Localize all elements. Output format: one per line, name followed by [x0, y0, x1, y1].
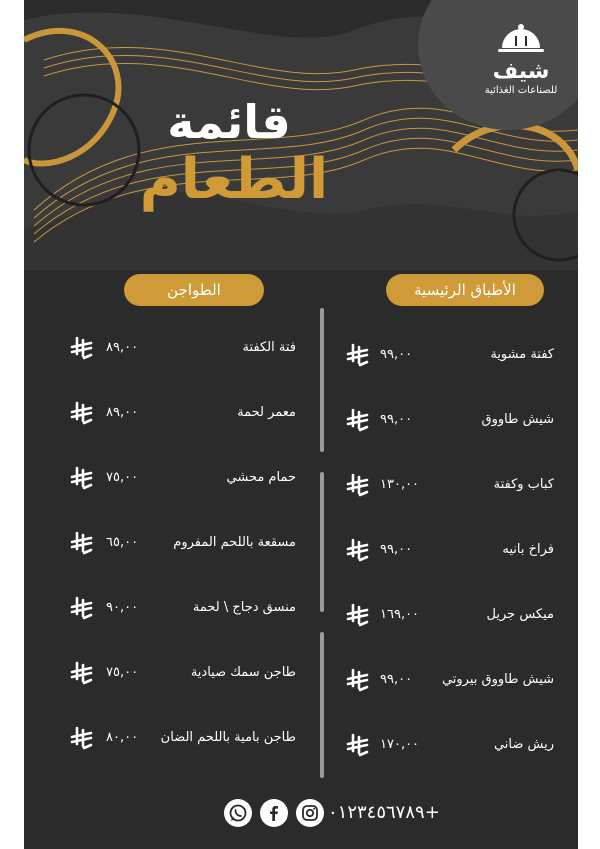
section-label-tagines: الطواجن [124, 274, 264, 306]
menu-item [70, 400, 296, 426]
menu-item [346, 732, 554, 758]
menu-item-name: طاجن سمك صيادية [190, 665, 296, 680]
phone-number: ٠١٢٣٤٥٦٧٨٩+ [328, 802, 440, 823]
menu-item [70, 530, 296, 556]
instagram-button[interactable] [296, 799, 324, 827]
menu-item-name: طاجن بامية باللحم الضان [160, 730, 296, 745]
logo-name: شيف [492, 59, 550, 84]
menu-title-line1: قائمة [167, 95, 291, 149]
menu-item [70, 465, 296, 491]
saudi-riyal-icon [346, 668, 370, 692]
saudi-riyal-icon [70, 466, 94, 490]
saudi-riyal-icon [70, 596, 94, 620]
saudi-riyal-icon [346, 538, 370, 562]
column-divider [320, 472, 324, 612]
menu-item-price: ٩٠,٠٠ [106, 600, 139, 615]
menu-page [24, 0, 578, 849]
menu-item-price: ١٧٠,٠٠ [380, 737, 420, 752]
menu-item-price: ١٣٠,٠٠ [380, 477, 420, 492]
menu-item [70, 595, 296, 621]
saudi-riyal-icon [70, 336, 94, 360]
menu-item [70, 335, 296, 361]
saudi-riyal-icon [70, 726, 94, 750]
menu-item-name: فراخ بانيه [502, 542, 554, 557]
facebook-icon [264, 803, 284, 823]
menu-item-name: ميكس جريل [486, 607, 554, 622]
menu-item-price: ٩٩,٠٠ [380, 672, 413, 687]
menu-item-price: ٩٩,٠٠ [380, 347, 413, 362]
menu-item-name: منسق دجاج \ لحمة [192, 600, 296, 615]
whatsapp-icon [228, 803, 248, 823]
menu-item [70, 660, 296, 686]
menu-title-line2: الطعام [139, 147, 329, 212]
menu-item-price: ٨٠,٠٠ [106, 730, 139, 745]
cloche-icon [496, 22, 546, 56]
menu-item-name: مسقعة باللحم المفروم [173, 535, 296, 550]
menu-item-price: ١٦٩,٠٠ [380, 607, 420, 622]
section-label-main: الأطباق الرئيسية [386, 274, 544, 306]
menu-item-name: فتة الكفتة [242, 340, 296, 355]
menu-item-price: ٦٥,٠٠ [106, 535, 139, 550]
menu-item-name: حمام محشي [226, 470, 296, 485]
saudi-riyal-icon [346, 473, 370, 497]
menu-item [346, 602, 554, 628]
menu-item-name: معمر لحمة [237, 405, 296, 420]
whatsapp-button[interactable] [224, 799, 252, 827]
menu-item-name: كباب وكفتة [493, 477, 554, 492]
saudi-riyal-icon [346, 603, 370, 627]
menu-item [346, 407, 554, 433]
menu-item-name: شيش طاووق [481, 412, 554, 427]
logo [476, 22, 566, 98]
saudi-riyal-icon [346, 343, 370, 367]
column-divider [320, 632, 324, 778]
menu-item-name: ريش ضاني [493, 737, 554, 752]
menu-item [346, 667, 554, 693]
saudi-riyal-icon [346, 408, 370, 432]
saudi-riyal-icon [70, 531, 94, 555]
menu-item-price: ٨٩,٠٠ [106, 340, 139, 355]
instagram-icon [300, 803, 320, 823]
menu-item-price: ٧٥,٠٠ [106, 470, 139, 485]
facebook-button[interactable] [260, 799, 288, 827]
menu-item-price: ٩٩,٠٠ [380, 412, 413, 427]
column-divider [320, 308, 324, 452]
menu-item-price: ٧٥,٠٠ [106, 665, 139, 680]
menu-item [346, 472, 554, 498]
saudi-riyal-icon [346, 733, 370, 757]
logo-subtitle: للصناعات الغذائية [484, 85, 558, 96]
menu-item [346, 537, 554, 563]
menu-item [70, 725, 296, 751]
menu-item-name: كفتة مشوية [490, 347, 554, 362]
saudi-riyal-icon [70, 661, 94, 685]
menu-item [346, 342, 554, 368]
menu-item-price: ٨٩,٠٠ [106, 405, 139, 420]
menu-item-name: شيش طاووق بيروتي [441, 672, 554, 687]
saudi-riyal-icon [70, 401, 94, 425]
menu-item-price: ٩٩,٠٠ [380, 542, 413, 557]
